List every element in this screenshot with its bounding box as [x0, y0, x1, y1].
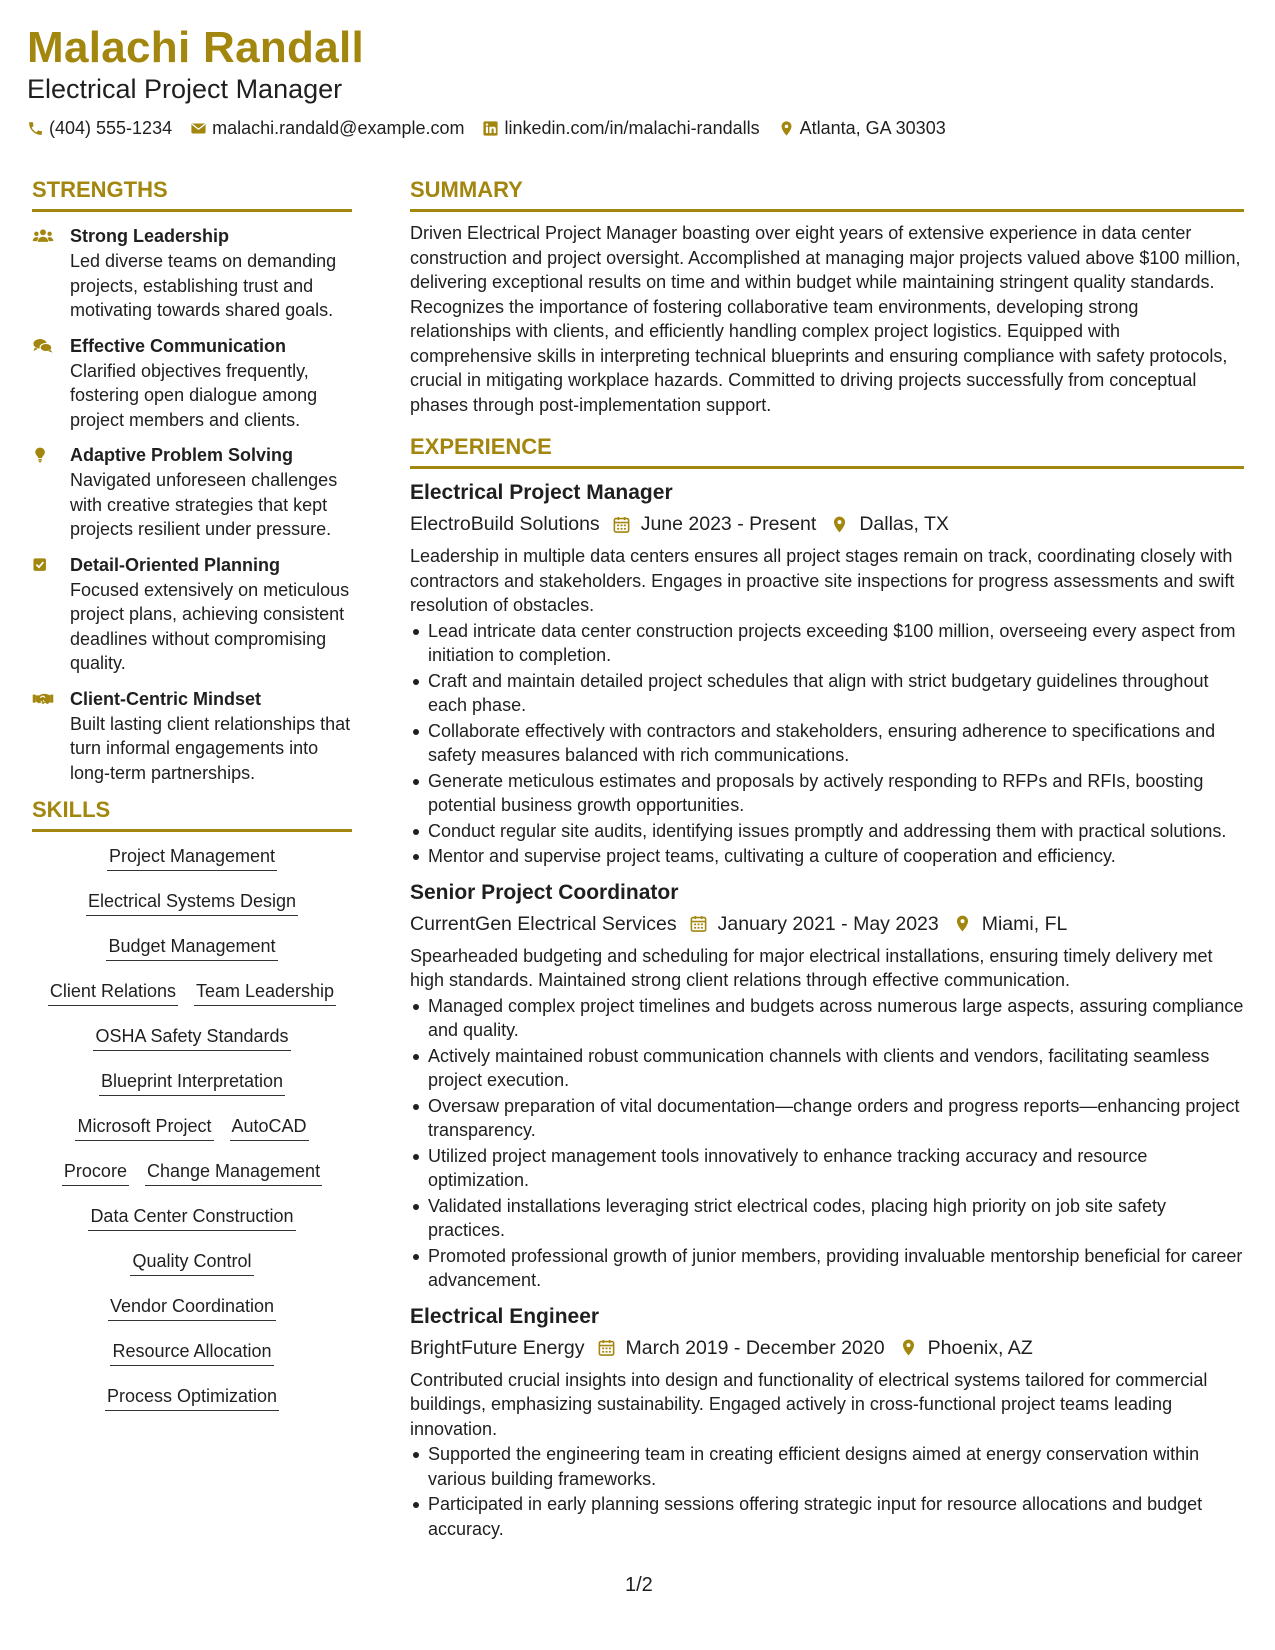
- job-location: Dallas, TX: [859, 513, 949, 535]
- phone-icon: [27, 120, 44, 137]
- strength-title: Strong Leadership: [70, 226, 230, 246]
- resume-header: [27, 22, 964, 140]
- section-divider: [410, 466, 1244, 469]
- summary-text: Driven Electrical Project Manager boasting over eight years of extensive experience in data center construction and project oversight. Accomplished at managing major projects valued above $100 million, delivering exceptional results on time and within budget while maintaining stringent quality standards. Recognizes the importance of fostering collaborative team environments, developing strong relationships with clients, and efficiently handling complex project logistics. Equipped with comprehensive skills in interpreting technical blueprints and ensuring compliance with safety protocols, crucial in mitigating workplace hazards. Committed to driving projects successfully from conceptual phases through post-implementation support.: [410, 223, 1241, 415]
- job-description: Spearheaded budgeting and scheduling for major electrical installations, ensuring timely delivery met high standards. Maintained strong client relations through effective communication.: [410, 945, 1213, 990]
- job-description: Leadership in multiple data centers ensures all project stages remain on track, coordinating closely with contractors and stakeholders. Engages in proactive site inspections for progress assessments and swift resolution of obstacles.: [410, 546, 1235, 615]
- job-bullets: [410, 619, 1244, 869]
- job-location: Miami, FL: [981, 912, 1068, 935]
- job-role: Electrical Engineer: [410, 1304, 600, 1328]
- contact-bar: [27, 116, 964, 140]
- job-entry: [410, 879, 1244, 1293]
- comments-icon: [32, 337, 54, 355]
- email-text[interactable]: malachi.randald@example.com: [212, 117, 465, 138]
- strength-item: [32, 224, 352, 323]
- skills-list: [32, 844, 352, 1429]
- strength-item: [32, 553, 352, 676]
- skill-tag: Procore: [62, 1159, 129, 1186]
- skill-tag: Microsoft Project: [75, 1114, 213, 1141]
- bullet-item: Participated in early planning sessions offering strategic input for resource allocations and budget accuracy.: [410, 1492, 1244, 1541]
- skill-tag: Blueprint Interpretation: [99, 1069, 285, 1096]
- section-divider: [32, 829, 352, 832]
- job-dates: January 2021 - May 2023: [717, 912, 939, 935]
- experience-heading: EXPERIENCE: [410, 434, 552, 459]
- skill-tag: Resource Allocation: [110, 1339, 273, 1366]
- candidate-title: Electrical Project Manager: [27, 74, 343, 104]
- linkedin-text[interactable]: linkedin.com/in/malachi-randalls: [504, 117, 760, 138]
- experience-section: [410, 433, 1244, 1541]
- skill-tag: Project Management: [107, 844, 277, 871]
- job-dates: June 2023 - Present: [640, 513, 817, 535]
- job-meta: [410, 1334, 1244, 1362]
- calendar-icon: [689, 914, 708, 933]
- bullet-item: Collaborate effectively with contractors and stakeholders, ensuring adherence to specifications and safety measures balanced with rich communications.: [410, 719, 1244, 768]
- skill-tag: Data Center Construction: [88, 1204, 295, 1231]
- bullet-item: Conduct regular site audits, identifying issues promptly and addressing them with practical solutions.: [410, 819, 1244, 844]
- skill-tag: AutoCAD: [230, 1114, 309, 1141]
- bullet-item: Oversaw preparation of vital documentation—change orders and progress reports—enhancing project transparency.: [410, 1094, 1244, 1143]
- map-pin-icon: [953, 914, 972, 933]
- skill-tag: OSHA Safety Standards: [93, 1024, 290, 1051]
- linkedin-icon: [482, 120, 499, 137]
- job-role: Electrical Project Manager: [410, 481, 673, 504]
- job-bullets: [410, 1442, 1244, 1541]
- left-column: [32, 176, 352, 1429]
- bullet-item: Mentor and supervise project teams, cultivating a culture of cooperation and efficiency.: [410, 844, 1244, 869]
- handshake-icon: [32, 690, 54, 708]
- skills-heading: SKILLS: [32, 797, 111, 822]
- job-entry: [410, 1303, 1244, 1542]
- bullet-item: Supported the engineering team in creating efficient designs aimed at energy conservation within various building frameworks.: [410, 1442, 1244, 1491]
- job-location: Phoenix, AZ: [927, 1336, 1033, 1359]
- bullet-item: Craft and maintain detailed project schedules that align with strict budgetary guidelines throughout each phase.: [410, 669, 1244, 718]
- job-role: Senior Project Coordinator: [410, 880, 679, 904]
- skill-tag: Client Relations: [48, 979, 178, 1006]
- skill-tag: Budget Management: [106, 934, 277, 961]
- skill-tag: Vendor Coordination: [108, 1294, 276, 1321]
- envelope-icon: [190, 120, 207, 137]
- job-entry: [410, 479, 1244, 869]
- map-pin-icon: [899, 1338, 918, 1357]
- summary-section: [410, 176, 1244, 417]
- checkbox-icon: [32, 556, 54, 574]
- contact-linkedin[interactable]: [482, 118, 759, 139]
- section-divider: [410, 209, 1244, 212]
- right-column: [410, 176, 1244, 1542]
- contact-location: [778, 118, 946, 139]
- bullet-item: Validated installations leveraging strict electrical codes, placing high priority on job site safety practices.: [410, 1194, 1244, 1243]
- strengths-list: [32, 224, 352, 785]
- strength-item: [32, 687, 352, 786]
- job-dates: March 2019 - December 2020: [625, 1336, 885, 1359]
- job-company: ElectroBuild Solutions: [410, 513, 600, 535]
- bullet-item: Managed complex project timelines and budgets across numerous large aspects, assuring compliance and quality.: [410, 994, 1244, 1043]
- strength-title: Client-Centric Mindset: [70, 688, 262, 709]
- contact-email[interactable]: [190, 118, 464, 139]
- users-icon: [32, 227, 54, 245]
- strength-title: Effective Communication: [70, 335, 287, 356]
- strength-title: Adaptive Problem Solving: [70, 445, 294, 465]
- bullet-item: Lead intricate data center construction projects exceeding $100 million, overseeing every aspect from initiation to completion.: [410, 619, 1244, 668]
- bullet-item: Actively maintained robust communication channels with clients and vendors, facilitating seamless project execution.: [410, 1044, 1244, 1093]
- job-bullets: [410, 994, 1244, 1293]
- job-meta: [410, 510, 1244, 538]
- skill-tag: Electrical Systems Design: [86, 889, 298, 916]
- bullet-item: Promoted professional growth of junior members, providing invaluable mentorship beneficial for career advancement.: [410, 1244, 1244, 1293]
- skill-tag: Team Leadership: [194, 979, 336, 1006]
- job-meta: [410, 910, 1244, 938]
- job-company: CurrentGen Electrical Services: [410, 912, 677, 935]
- skill-tag: Process Optimization: [105, 1384, 279, 1411]
- lightbulb-icon: [32, 446, 54, 464]
- strength-item: [32, 334, 352, 433]
- strength-description: Clarified objectives frequently, fostering open dialogue among project members and clients.: [70, 360, 318, 430]
- candidate-name: Malachi Randall: [27, 23, 365, 72]
- calendar-icon: [612, 515, 631, 534]
- strengths-heading: STRENGTHS: [32, 177, 168, 202]
- calendar-icon: [597, 1338, 616, 1357]
- section-divider: [32, 209, 352, 212]
- page-number: 1/2: [625, 1574, 653, 1596]
- skill-tag: Quality Control: [130, 1249, 253, 1276]
- strength-title: Detail-Oriented Planning: [70, 554, 281, 575]
- map-pin-icon: [830, 515, 849, 534]
- skills-section: [32, 796, 352, 1429]
- bullet-item: Utilized project management tools innovatively to enhance tracking accuracy and resource optimization.: [410, 1144, 1244, 1193]
- strength-description: Focused extensively on meticulous project plans, achieving consistent deadlines without compromising quality.: [70, 579, 350, 673]
- strength-description: Led diverse teams on demanding projects, establishing trust and motivating towards shared goals.: [70, 251, 337, 320]
- strengths-section: [32, 176, 352, 785]
- strength-item: [32, 443, 352, 542]
- job-description: Contributed crucial insights into design and functionality of electrical systems tailored for commercial buildings, emphasizing sustainability. Engaged actively in cross-functional project teams leading innovation.: [410, 1369, 1208, 1439]
- map-pin-icon: [778, 120, 795, 137]
- job-company: BrightFuture Energy: [410, 1336, 585, 1359]
- contact-phone: [27, 118, 172, 139]
- bullet-item: Generate meticulous estimates and proposals by actively responding to RFPs and RFIs, boosting potential business growth opportunities.: [410, 769, 1244, 818]
- location-text: Atlanta, GA 30303: [799, 117, 946, 138]
- phone-text: (404) 555-1234: [49, 117, 173, 138]
- strength-description: Navigated unforeseen challenges with creative strategies that kept projects resilient under pressure.: [70, 470, 338, 539]
- skill-tag: Change Management: [145, 1159, 322, 1186]
- summary-heading: SUMMARY: [410, 177, 523, 202]
- strength-description: Built lasting client relationships that turn informal engagements into long-term partnerships.: [70, 713, 351, 783]
